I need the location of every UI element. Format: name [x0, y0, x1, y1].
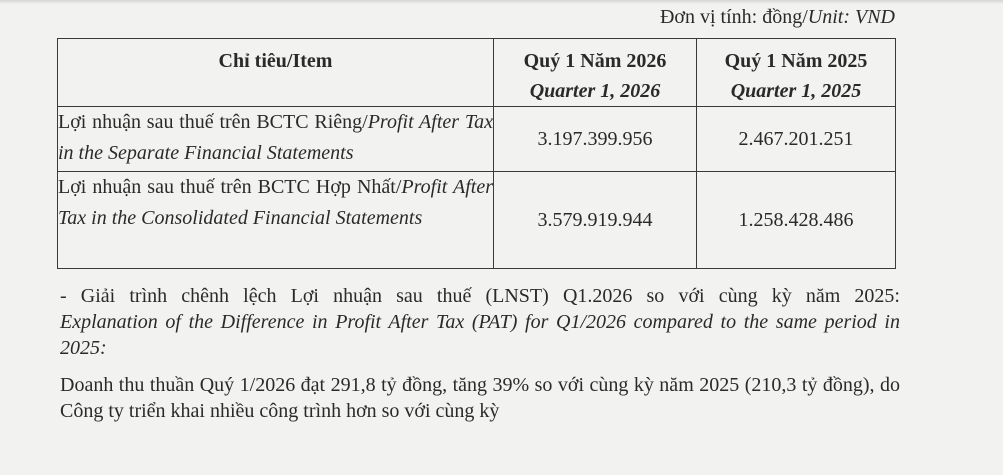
table-header-row: [58, 39, 896, 107]
unit-note-prefix: Đơn vị tính: đồng/: [659, 6, 808, 28]
row-label-consolidated: [58, 172, 494, 269]
header-q1-2026-vi: Quý 1 Năm 2026: [523, 50, 667, 72]
header-q1-2026: [494, 39, 697, 107]
value-consolidated-2025: 1.258.428.486: [697, 172, 896, 269]
header-q1-2025-en: Quarter 1, 2025: [730, 80, 862, 102]
page-top-edge: [0, 0, 1003, 4]
value-separate-2026: 3.197.399.956: [494, 107, 697, 172]
value-separate-2025: 2.467.201.251: [697, 107, 896, 172]
header-item-label: Chỉ tiêu/Item: [218, 50, 333, 72]
value-consolidated-2026: 3.579.919.944: [494, 172, 697, 269]
explanation-body: Doanh thu thuần Quý 1/2026 đạt 291,8 tỷ đồng, tăng 39% so với cùng kỳ năm 2025 (210,3 tỷ đồng), do Công ty triển khai nhiều công trình hơn so với cùng kỳ: [60, 374, 900, 422]
unit-note-english: Unit: VND: [807, 6, 895, 28]
header-q1-2026-en: Quarter 1, 2026: [529, 80, 661, 102]
explanation-heading-en: [60, 309, 900, 361]
explanation-heading-en-text: Explanation of the Difference in Profit After Tax (PAT) for Q1/2026 compared to the same period in 2025:: [60, 311, 900, 359]
table-row: [58, 172, 896, 269]
unit-note: [660, 5, 895, 29]
row-label-vi: Lợi nhuận sau thuế trên BCTC Riêng/: [58, 111, 368, 133]
header-q1-2025-vi: Quý 1 Năm 2025: [724, 50, 868, 72]
header-item: [58, 39, 494, 107]
row-label-en: Profit After Tax in the Consolidated Financial Statements: [58, 176, 493, 229]
header-q1-2025: [697, 39, 896, 107]
profit-table: [57, 38, 896, 269]
row-label-vi: Lợi nhuận sau thuế trên BCTC Hợp Nhất/: [58, 176, 402, 198]
row-label-en: Profit After Tax in the Separate Financial Statements: [58, 111, 493, 164]
table-row: [58, 107, 896, 172]
row-label-separate: [58, 107, 494, 172]
explanation-heading-vi: - Giải trình chênh lệch Lợi nhuận sau thuế (LNST) Q1.2026 so với cùng kỳ năm 2025:: [60, 285, 900, 307]
